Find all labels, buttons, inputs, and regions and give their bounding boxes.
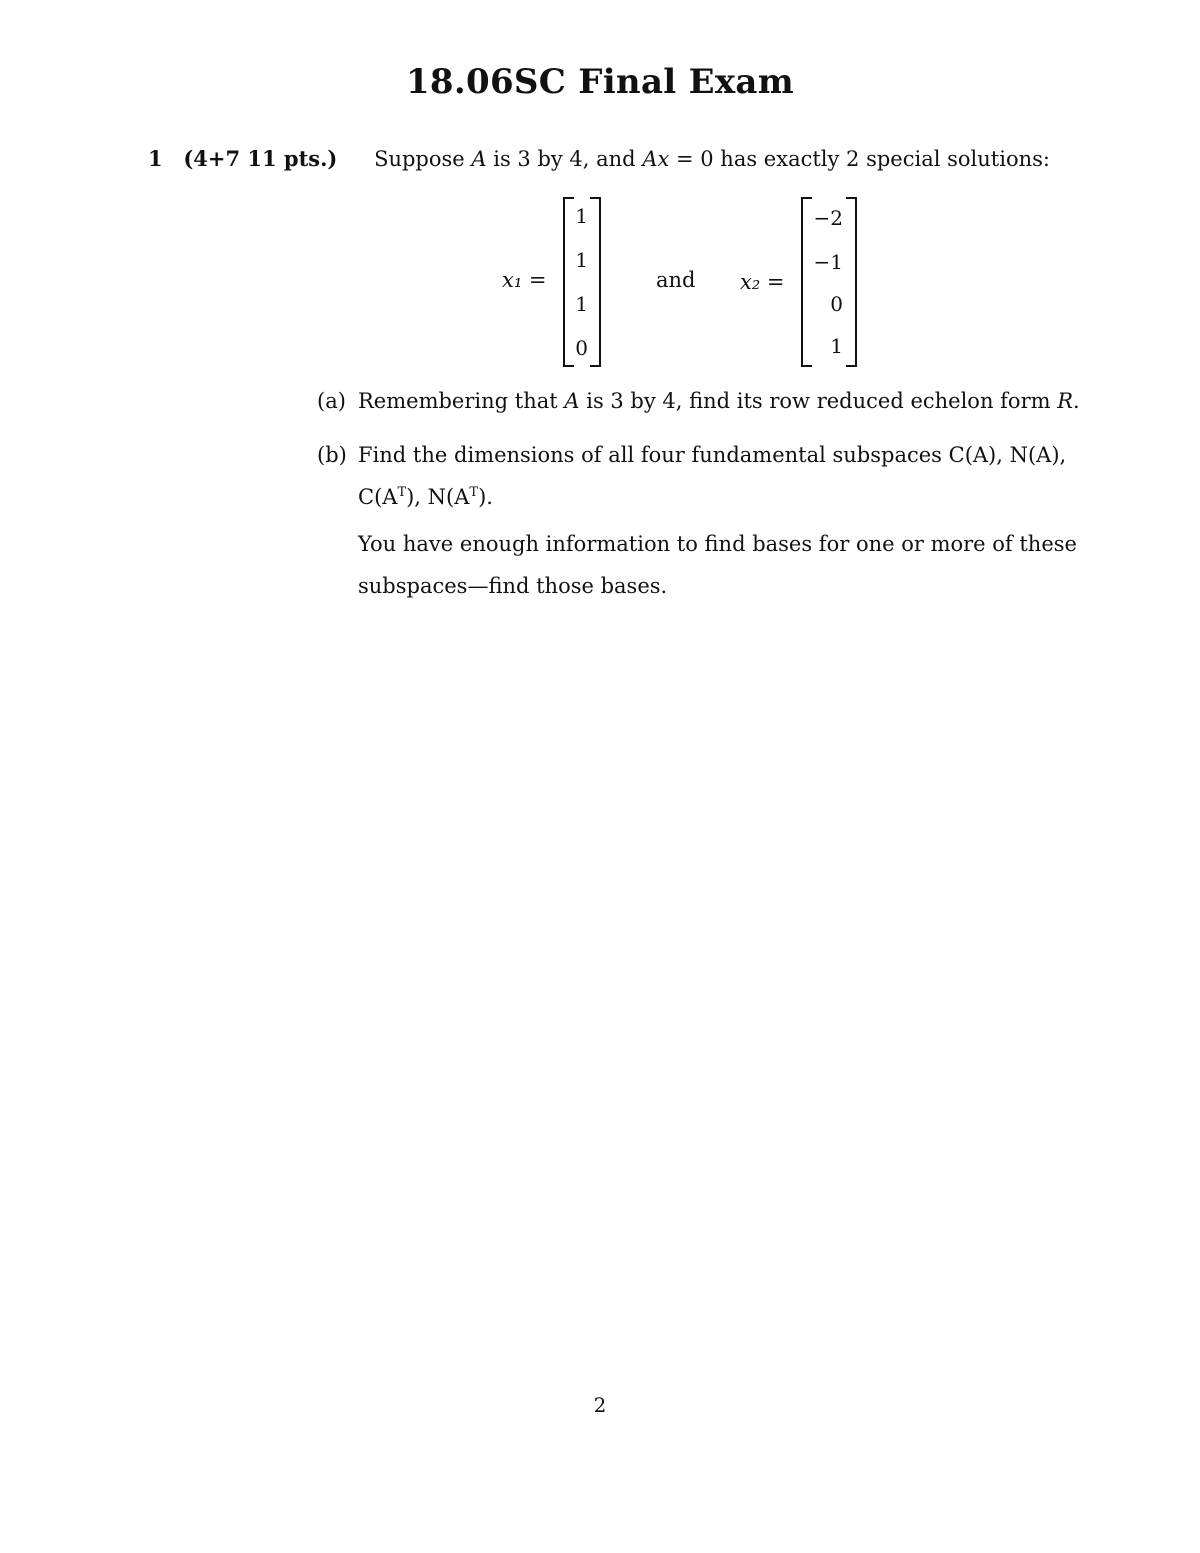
question-points: (4+7 11 pts.) (183, 146, 338, 171)
x1-entry: 1 (575, 204, 588, 228)
x1-right-bracket (590, 197, 601, 367)
question-number: 1 (148, 146, 163, 171)
part-b-paragraph-line1: You have enough information to find bases for one or more of these (358, 532, 1077, 556)
x2-entry: 1 (830, 334, 843, 358)
and-text: and (656, 268, 696, 292)
question-header (148, 146, 1050, 171)
part-b-line1: Find the dimensions of all four fundamental subspaces C(A), N(A), (358, 443, 1067, 467)
part-b-paragraph-line2: subspaces—find those bases. (358, 574, 668, 598)
x1-entry: 0 (575, 336, 588, 360)
page-number: 2 (593, 1393, 607, 1417)
page-title: 18.06SC Final Exam (405, 62, 795, 102)
x2-label: x₂ = (740, 270, 785, 294)
x2-right-bracket (846, 197, 857, 367)
part-a-text: Remembering that A is 3 by 4, find its row reduced echelon form R. (358, 389, 1080, 413)
x1-label: x₁ = (502, 268, 547, 292)
x1-entry: 1 (575, 292, 588, 316)
x2-entry: −1 (813, 250, 843, 274)
x1-entry: 1 (575, 248, 588, 272)
part-b-label: (b) (317, 443, 347, 467)
x2-entry: 0 (830, 292, 843, 316)
question-stem: Suppose A is 3 by 4, and Ax = 0 has exactly 2 special solutions: (374, 147, 1050, 171)
part-a-label: (a) (317, 389, 346, 413)
part-b-line2: $C(A^T)$, $N(A^T)$. (358, 485, 493, 509)
x2-entry: −2 (813, 206, 843, 230)
